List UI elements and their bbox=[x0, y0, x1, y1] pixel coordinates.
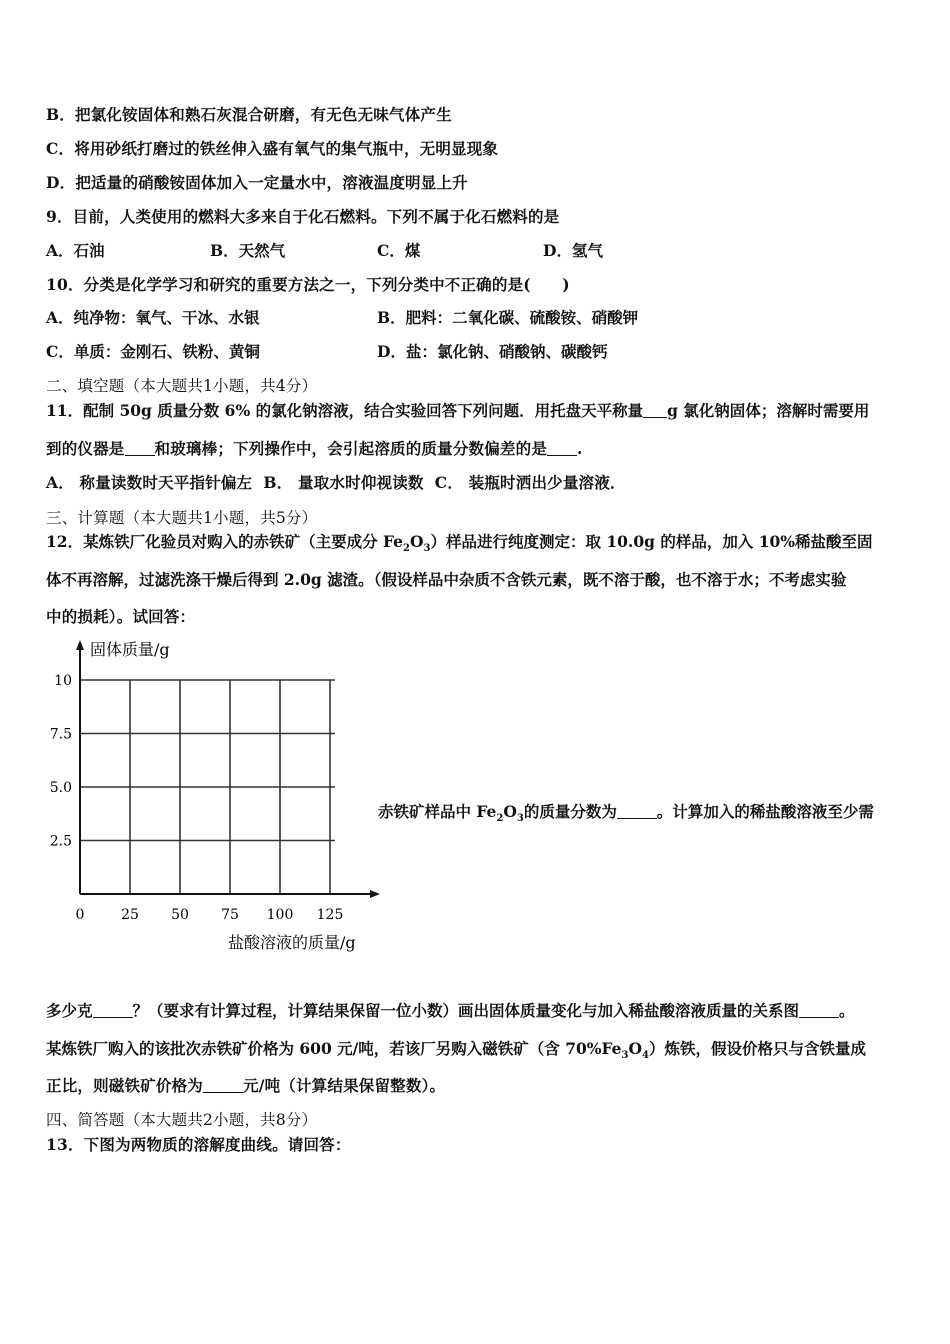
mass-chart bbox=[40, 630, 380, 960]
q9-stem: 9．目前，人类使用的燃料大多来自于化石燃料。下列不属于化石燃料的是 bbox=[46, 207, 560, 226]
answer-blank bbox=[93, 1002, 133, 1019]
q10-option-b: B．肥料：二氧化碳、硫酸铵、硝酸钾 bbox=[377, 308, 639, 327]
subscript: 3 bbox=[423, 543, 431, 555]
q8-option-b: B．把氯化铵固体和熟石灰混合研磨，有无色无味气体产生 bbox=[46, 105, 452, 124]
q9-option-d: D．氢气 bbox=[543, 241, 603, 260]
y-tick-label: 5.0 bbox=[49, 780, 72, 796]
q12-text: 赤铁矿样品中 Fe bbox=[378, 802, 497, 821]
q11-text: 和玻璃棒；下列操作中，会引起溶质的质量分数偏差的是 bbox=[154, 439, 548, 458]
x-axis-arrow bbox=[370, 890, 380, 898]
x-tick-label: 125 bbox=[316, 907, 344, 923]
q9-option-b: B．天然气 bbox=[210, 241, 286, 260]
y-tick-label: 2.5 bbox=[49, 833, 72, 850]
x-tick-label: 25 bbox=[121, 907, 139, 923]
section-3-heading: 三、计算题（本大题共1小题，共5分） bbox=[46, 509, 318, 527]
y-axis-label: 固体质量/g bbox=[90, 640, 170, 659]
q12-text: 正比，则磁铁矿价格为 bbox=[46, 1076, 204, 1095]
q10-option-d: D．盐：氯化钠、硝酸钠、碳酸钙 bbox=[377, 342, 608, 361]
x-axis-label: 盐酸溶液的质量/g bbox=[228, 933, 356, 952]
q12-text: ）炼铁，假设价格只与含铁量成 bbox=[648, 1039, 866, 1058]
q11-line-2 bbox=[46, 437, 583, 459]
y-axis-arrow bbox=[76, 640, 84, 650]
q12-line-3: 中的损耗）。试回答： bbox=[46, 607, 196, 626]
q11-line-1 bbox=[46, 399, 869, 421]
subscript: 2 bbox=[403, 543, 410, 555]
chart-axes bbox=[76, 640, 380, 898]
subscript: 3 bbox=[621, 1050, 629, 1062]
q12-line-5 bbox=[46, 1037, 866, 1061]
q8-option-c: C．将用砂纸打磨过的铁丝伸入盛有氧气的集气瓶中，无明显现象 bbox=[46, 139, 499, 158]
q9-option-c: C．煤 bbox=[377, 241, 421, 260]
q12-text: 某炼铁厂购入的该批次赤铁矿价格为 600 元/吨，若该厂另购入磁铁矿（含 70%Fe bbox=[46, 1039, 622, 1058]
subscript: 2 bbox=[496, 813, 504, 825]
q10-option-a: A．纯净物：氧气、干冰、水银 bbox=[46, 308, 260, 327]
q12-text: 。计算加入的稀盐酸溶液至少需 bbox=[656, 802, 874, 821]
q9-option-a: A．石油 bbox=[46, 241, 105, 260]
q12-text: ？（要求有计算过程，计算结果保留一位小数）画出固体质量变化与加入稀盐酸溶液质量的关系图 bbox=[132, 1001, 800, 1020]
q12-text: 多少克 bbox=[46, 1001, 93, 1020]
answer-blank bbox=[799, 1002, 839, 1019]
q12-text: 12．某炼铁厂化验员对购入的赤铁矿（主要成分 Fe bbox=[46, 532, 403, 551]
x-tick-label: 50 bbox=[171, 907, 189, 923]
q11-text: 到的仪器是 bbox=[46, 439, 125, 458]
section-2-heading: 二、填空题（本大题共1小题，共4分） bbox=[46, 377, 318, 395]
q10-option-c: C．单质：金刚石、铁粉、黄铜 bbox=[46, 342, 260, 361]
y-tick-label: 10 bbox=[54, 673, 72, 689]
q12-text: O bbox=[503, 802, 517, 821]
q12-line-6 bbox=[46, 1074, 445, 1096]
q12-side-text bbox=[378, 800, 874, 824]
q11-text: . bbox=[577, 439, 583, 458]
x-tick-labels bbox=[76, 907, 344, 923]
answer-blank bbox=[643, 402, 667, 419]
y-tick-label: 7.5 bbox=[49, 726, 72, 743]
subscript: 4 bbox=[642, 1050, 649, 1062]
q12-text: 的质量分数为 bbox=[523, 802, 617, 821]
q10-stem: 10．分类是化学学习和研究的重要方法之一，下列分类中不正确的是( ) bbox=[46, 275, 570, 294]
q12-text: 。 bbox=[839, 1001, 855, 1020]
section-4-heading: 四、简答题（本大题共2小题，共8分） bbox=[46, 1111, 318, 1129]
q12-text: O bbox=[409, 532, 424, 551]
q11-text: 11．配制 50g 质量分数 6% 的氯化钠溶液，结合实验回答下列问题．用托盘天平称量 bbox=[46, 401, 644, 420]
q12-text: 元/吨（计算结果保留整数）。 bbox=[243, 1076, 446, 1095]
x-tick-label: 0 bbox=[75, 907, 85, 923]
x-tick-label: 100 bbox=[266, 907, 294, 923]
chart-grid bbox=[80, 680, 335, 894]
y-tick-labels bbox=[50, 673, 72, 850]
q12-line-2: 体不再溶解，过滤洗涤干燥后得到 2.0g 滤渣。（假设样品中杂质不含铁元素，既不溶于酸，也不溶于水；不考虑实验 bbox=[46, 570, 847, 589]
subscript: 3 bbox=[516, 813, 524, 825]
answer-blank bbox=[617, 803, 657, 820]
answer-blank bbox=[203, 1077, 243, 1094]
q12-line-4 bbox=[46, 999, 855, 1021]
answer-blank bbox=[547, 440, 577, 457]
q12-text: ）样品进行纯度测定：取 10.0g 的样品，加入 10%稀盐酸至固 bbox=[430, 532, 873, 551]
q8-option-d: D．把适量的硝酸铵固体加入一定量水中，溶液温度明显上升 bbox=[46, 173, 468, 192]
q11-options: A． 称量读数时天平指针偏左 B． 量取水时仰视读数 C． 装瓶时洒出少量溶液． bbox=[46, 473, 626, 492]
q12-line-1 bbox=[46, 530, 873, 554]
q11-text: g 氯化钠固体；溶解时需要用 bbox=[667, 401, 870, 420]
q12-text: O bbox=[628, 1039, 643, 1058]
x-tick-label: 75 bbox=[221, 907, 239, 923]
answer-blank bbox=[125, 440, 155, 457]
q13-stem: 13．下图为两物质的溶解度曲线。请回答： bbox=[46, 1135, 351, 1154]
